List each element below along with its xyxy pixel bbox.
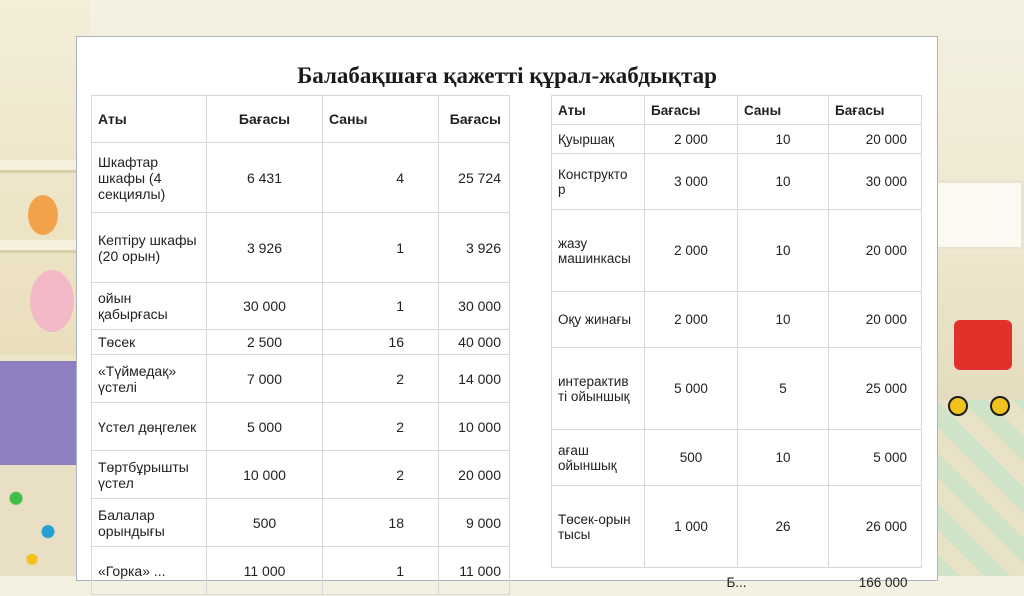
table-row bbox=[92, 213, 510, 283]
cell-price: 5 000 bbox=[645, 348, 738, 430]
cell-quantity: 10 bbox=[738, 154, 829, 210]
cell-price: 2 000 bbox=[645, 292, 738, 348]
cell-quantity: 10 bbox=[738, 292, 829, 348]
cell-price: 500 bbox=[645, 430, 738, 486]
toy-wheel bbox=[990, 396, 1010, 416]
table-row bbox=[92, 499, 510, 547]
cell-price: 30 000 bbox=[207, 283, 323, 330]
table-total-row bbox=[552, 568, 922, 596]
cell-quantity: 2 bbox=[323, 355, 439, 403]
cell-price: 6 431 bbox=[207, 143, 323, 213]
equipment-table-left bbox=[91, 95, 510, 595]
cell-total: 5 000 bbox=[829, 430, 922, 486]
header-name: Аты bbox=[92, 96, 207, 143]
header-total: Бағасы bbox=[439, 96, 510, 143]
cell-name: Балалар орындығы bbox=[92, 499, 207, 547]
cell-quantity: 1 bbox=[323, 213, 439, 283]
cell-total: 20 000 bbox=[829, 125, 922, 154]
cell-total: 9 000 bbox=[439, 499, 510, 547]
cell-total: 14 000 bbox=[439, 355, 510, 403]
cell-price: 3 000 bbox=[645, 154, 738, 210]
cell-quantity: 18 bbox=[323, 499, 439, 547]
table-row bbox=[92, 143, 510, 213]
cell-name: Шкафтар шкафы (4 секциялы) bbox=[92, 143, 207, 213]
cell-name: Төртбұрышты үстел bbox=[92, 451, 207, 499]
cell-name: Төсек bbox=[92, 330, 207, 355]
cell-name: ағаш ойыншық bbox=[552, 430, 645, 486]
table-row bbox=[92, 355, 510, 403]
toy-cart bbox=[954, 320, 1012, 370]
cell-quantity: 10 bbox=[738, 210, 829, 292]
doll bbox=[30, 270, 74, 332]
table-row bbox=[552, 292, 922, 348]
cell-quantity: 26 bbox=[738, 486, 829, 568]
cell-total: 20 000 bbox=[439, 451, 510, 499]
table-row bbox=[92, 330, 510, 355]
cell-price: 7 000 bbox=[207, 355, 323, 403]
cell-price: 2 000 bbox=[645, 210, 738, 292]
header-price: Бағасы bbox=[645, 96, 738, 125]
cell-name: жазу машинкасы bbox=[552, 210, 645, 292]
toy-wheel bbox=[948, 396, 968, 416]
cell-name: интерактив ті ойыншық bbox=[552, 348, 645, 430]
table-row bbox=[92, 283, 510, 330]
table-row bbox=[552, 125, 922, 154]
purple-cabinet bbox=[0, 355, 78, 471]
cell-name: Конструкто р bbox=[552, 154, 645, 210]
table-header-row bbox=[552, 96, 922, 125]
shelf bbox=[0, 160, 78, 173]
cell-total: 40 000 bbox=[439, 330, 510, 355]
cell-quantity: 2 bbox=[323, 403, 439, 451]
cell-total: 20 000 bbox=[829, 292, 922, 348]
cell-quantity: 4 bbox=[323, 143, 439, 213]
cell-quantity: 5 bbox=[738, 348, 829, 430]
cell-price: 1 000 bbox=[645, 486, 738, 568]
doll bbox=[28, 195, 58, 235]
window bbox=[934, 180, 1024, 250]
cell-name: Оқу жинағы bbox=[552, 292, 645, 348]
table-header-row bbox=[92, 96, 510, 143]
cell-name: Қуыршақ bbox=[552, 125, 645, 154]
table-row bbox=[552, 154, 922, 210]
cell-price: 5 000 bbox=[207, 403, 323, 451]
table-row bbox=[92, 451, 510, 499]
cell-quantity: 16 bbox=[323, 330, 439, 355]
cell-name: Төсек-орын тысы bbox=[552, 486, 645, 568]
cell-quantity: 1 bbox=[323, 547, 439, 595]
table-row bbox=[552, 430, 922, 486]
table-row bbox=[92, 547, 510, 595]
table-row bbox=[552, 210, 922, 292]
slide-title: Балабақшаға қажетті құрал-жабдықтар bbox=[77, 63, 937, 89]
cell-name: Үстел дөңгелек bbox=[92, 403, 207, 451]
header-quantity: Саны bbox=[738, 96, 829, 125]
cell-name: «Түймедақ» үстелі bbox=[92, 355, 207, 403]
cell-price: 2 500 bbox=[207, 330, 323, 355]
cell-price: 10 000 bbox=[207, 451, 323, 499]
total-value: 166 000 bbox=[829, 568, 922, 596]
shelf bbox=[0, 240, 78, 253]
cell-total: 30 000 bbox=[439, 283, 510, 330]
slide bbox=[76, 36, 938, 581]
cell-price: 500 bbox=[207, 499, 323, 547]
cell-price: 3 926 bbox=[207, 213, 323, 283]
header-price: Бағасы bbox=[207, 96, 323, 143]
cell-quantity: 10 bbox=[738, 430, 829, 486]
total-label: Б... bbox=[645, 568, 829, 596]
cell-total: 25 000 bbox=[829, 348, 922, 430]
cell-name: Кептіру шкафы (20 орын) bbox=[92, 213, 207, 283]
cell-total: 30 000 bbox=[829, 154, 922, 210]
cell-quantity: 2 bbox=[323, 451, 439, 499]
header-name: Аты bbox=[552, 96, 645, 125]
header-total: Бағасы bbox=[829, 96, 922, 125]
cell-total: 20 000 bbox=[829, 210, 922, 292]
cell-total: 11 000 bbox=[439, 547, 510, 595]
cell-total: 25 724 bbox=[439, 143, 510, 213]
cell-total: 3 926 bbox=[439, 213, 510, 283]
cell-name: ойын қабырғасы bbox=[92, 283, 207, 330]
equipment-table-right bbox=[551, 95, 922, 596]
cell-price: 2 000 bbox=[645, 125, 738, 154]
cell-name: «Горка» ... bbox=[92, 547, 207, 595]
header-quantity: Саны bbox=[323, 96, 439, 143]
cell-total: 26 000 bbox=[829, 486, 922, 568]
floor-rug bbox=[934, 400, 1024, 576]
table-row bbox=[552, 348, 922, 430]
table-row bbox=[552, 486, 922, 568]
cell-price: 11 000 bbox=[207, 547, 323, 595]
cell-quantity: 1 bbox=[323, 283, 439, 330]
floor-toys bbox=[0, 465, 80, 576]
cell-quantity: 10 bbox=[738, 125, 829, 154]
cell-total: 10 000 bbox=[439, 403, 510, 451]
table-row bbox=[92, 403, 510, 451]
